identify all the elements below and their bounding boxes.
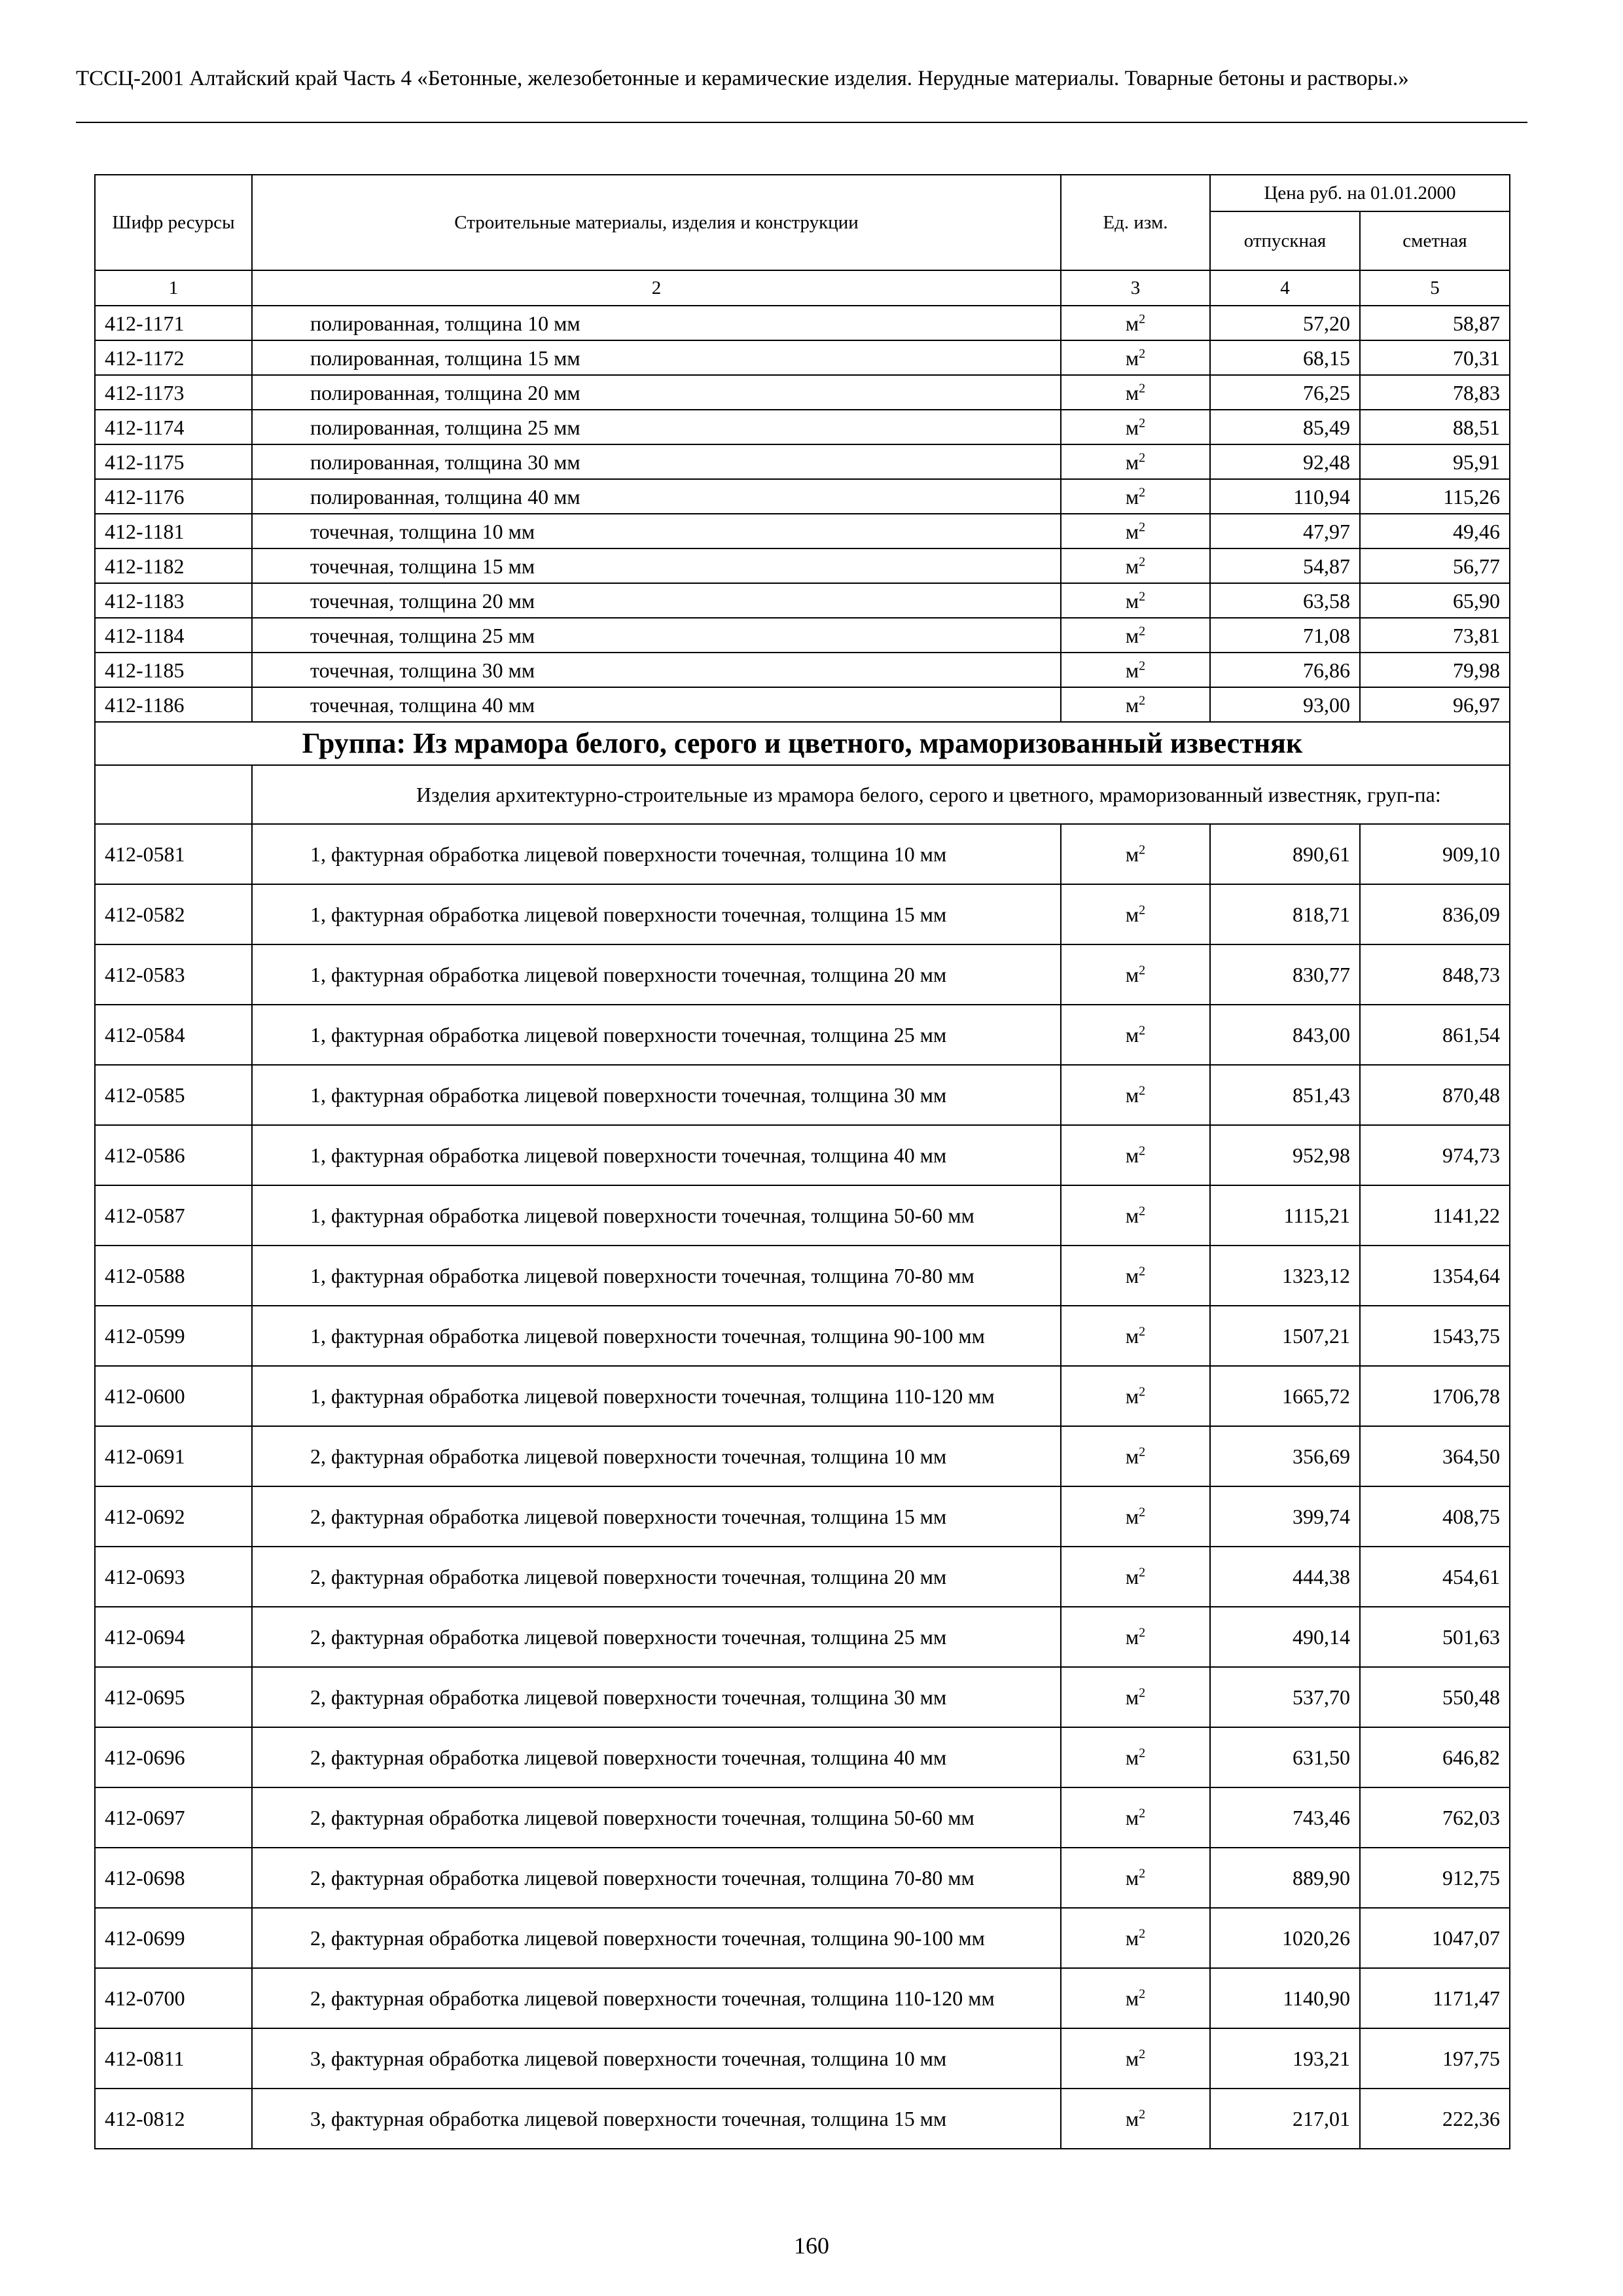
estimate-price: 912,75 [1360, 1848, 1510, 1908]
unit-cell [1061, 1547, 1210, 1607]
estimate-price: 836,09 [1360, 884, 1510, 944]
table-row [95, 2089, 1510, 2149]
table-row [95, 410, 1510, 444]
resource-code: 412-0693 [95, 1547, 252, 1607]
estimate-price: 65,90 [1360, 583, 1510, 618]
resource-code: 412-0692 [95, 1486, 252, 1547]
table-row [95, 444, 1510, 479]
material-name: 3, фактурная обработка лицевой поверхности точечная, толщина 15 мм [252, 2089, 1061, 2149]
estimate-price: 762,03 [1360, 1787, 1510, 1848]
unit-text: м [1125, 554, 1139, 578]
table-row [95, 548, 1510, 583]
table-row [95, 1968, 1510, 2028]
table-row [95, 1426, 1510, 1486]
unit-superscript: 2 [1139, 311, 1146, 326]
wholesale-price: 1507,21 [1210, 1306, 1360, 1366]
wholesale-price: 85,49 [1210, 410, 1360, 444]
wholesale-price: 490,14 [1210, 1607, 1360, 1667]
material-name: полированная, толщина 25 мм [252, 410, 1061, 444]
material-name: полированная, толщина 15 мм [252, 340, 1061, 375]
unit-text: м [1125, 842, 1139, 866]
group-intro-text: Изделия архитектурно-строительные из мрамора белого, серого и цветного, мраморизованный известняк, груп-па: [252, 765, 1510, 824]
wholesale-price: 356,69 [1210, 1426, 1360, 1486]
unit-text: м [1125, 484, 1139, 509]
unit-superscript: 2 [1139, 623, 1146, 638]
unit-cell [1061, 1125, 1210, 1185]
unit-cell [1061, 1908, 1210, 1968]
unit-text: м [1125, 1625, 1139, 1649]
resource-code: 412-1186 [95, 687, 252, 722]
resource-code: 412-0599 [95, 1306, 252, 1366]
table-row [95, 1366, 1510, 1426]
unit-cell [1061, 2028, 1210, 2089]
material-name: 2, фактурная обработка лицевой поверхности точечная, толщина 70-80 мм [252, 1848, 1061, 1908]
resource-code: 412-1183 [95, 583, 252, 618]
unit-text: м [1125, 1505, 1139, 1528]
table-row [95, 1848, 1510, 1908]
unit-cell [1061, 1306, 1210, 1366]
table-row [95, 1306, 1510, 1366]
header-unit: Ед. изм. [1061, 175, 1210, 270]
unit-superscript: 2 [1139, 1986, 1146, 2001]
material-name: полированная, толщина 30 мм [252, 444, 1061, 479]
unit-cell [1061, 884, 1210, 944]
resource-code: 412-0582 [95, 884, 252, 944]
material-name: точечная, толщина 20 мм [252, 583, 1061, 618]
unit-cell [1061, 618, 1210, 653]
unit-text: м [1125, 1384, 1139, 1408]
header-price: Цена руб. на 01.01.2000 [1210, 175, 1510, 211]
unit-text: м [1125, 1204, 1139, 1227]
header-divider [76, 122, 1527, 123]
material-name: 2, фактурная обработка лицевой поверхности точечная, толщина 25 мм [252, 1607, 1061, 1667]
unit-text: м [1125, 1986, 1139, 2010]
wholesale-price: 71,08 [1210, 618, 1360, 653]
wholesale-price: 830,77 [1210, 944, 1360, 1005]
estimate-price: 1171,47 [1360, 1968, 1510, 2028]
resource-code: 412-1174 [95, 410, 252, 444]
material-name: полированная, толщина 20 мм [252, 375, 1061, 410]
unit-cell [1061, 653, 1210, 687]
page-number: 160 [794, 2233, 829, 2259]
header-name: Строительные материалы, изделия и конструкции [252, 175, 1061, 270]
estimate-price: 95,91 [1360, 444, 1510, 479]
material-name: 1, фактурная обработка лицевой поверхности точечная, толщина 15 мм [252, 884, 1061, 944]
header-estimate-price: сметная [1360, 211, 1510, 270]
table-row [95, 479, 1510, 514]
unit-superscript: 2 [1139, 519, 1146, 534]
unit-text: м [1125, 2047, 1139, 2070]
unit-superscript: 2 [1139, 1264, 1146, 1279]
unit-cell [1061, 1065, 1210, 1125]
estimate-price: 88,51 [1360, 410, 1510, 444]
unit-cell [1061, 548, 1210, 583]
resource-code: 412-0812 [95, 2089, 252, 2149]
wholesale-price: 537,70 [1210, 1667, 1360, 1727]
wholesale-price: 76,86 [1210, 653, 1360, 687]
wholesale-price: 399,74 [1210, 1486, 1360, 1547]
resource-code: 412-0697 [95, 1787, 252, 1848]
unit-text: м [1125, 1806, 1139, 1829]
resource-code: 412-0811 [95, 2028, 252, 2089]
unit-superscript: 2 [1139, 2047, 1146, 2062]
wholesale-price: 1020,26 [1210, 1908, 1360, 1968]
resource-code: 412-1182 [95, 548, 252, 583]
material-name: 2, фактурная обработка лицевой поверхности точечная, толщина 90-100 мм [252, 1908, 1061, 1968]
material-name: 2, фактурная обработка лицевой поверхности точечная, толщина 110-120 мм [252, 1968, 1061, 2028]
unit-cell [1061, 944, 1210, 1005]
material-name: 1, фактурная обработка лицевой поверхности точечная, толщина 90-100 мм [252, 1306, 1061, 1366]
unit-cell [1061, 1185, 1210, 1246]
wholesale-price: 93,00 [1210, 687, 1360, 722]
unit-text: м [1125, 311, 1139, 335]
resource-code: 412-0583 [95, 944, 252, 1005]
estimate-price: 909,10 [1360, 824, 1510, 884]
wholesale-price: 76,25 [1210, 375, 1360, 410]
resource-code: 412-0581 [95, 824, 252, 884]
unit-cell [1061, 1005, 1210, 1065]
unit-text: м [1125, 1444, 1139, 1468]
resource-code: 412-0691 [95, 1426, 252, 1486]
resource-code: 412-0695 [95, 1667, 252, 1727]
wholesale-price: 110,94 [1210, 479, 1360, 514]
wholesale-price: 444,38 [1210, 1547, 1360, 1607]
unit-superscript: 2 [1139, 658, 1146, 673]
table-row [95, 1727, 1510, 1787]
estimate-price: 49,46 [1360, 514, 1510, 548]
estimate-price: 1354,64 [1360, 1246, 1510, 1306]
table-row [95, 1787, 1510, 1848]
unit-cell [1061, 583, 1210, 618]
estimate-price: 222,36 [1360, 2089, 1510, 2149]
material-name: 1, фактурная обработка лицевой поверхности точечная, толщина 50-60 мм [252, 1185, 1061, 1246]
resource-code: 412-1173 [95, 375, 252, 410]
unit-cell [1061, 1486, 1210, 1547]
table-row [95, 824, 1510, 884]
estimate-price: 56,77 [1360, 548, 1510, 583]
table-row [95, 1667, 1510, 1727]
unit-text: м [1125, 380, 1139, 404]
unit-text: м [1125, 1926, 1139, 1950]
unit-superscript: 2 [1139, 554, 1146, 569]
wholesale-price: 193,21 [1210, 2028, 1360, 2089]
unit-superscript: 2 [1139, 1685, 1146, 1700]
table-row [95, 2028, 1510, 2089]
unit-text: м [1125, 963, 1139, 986]
resource-code: 412-0584 [95, 1005, 252, 1065]
material-name: 2, фактурная обработка лицевой поверхности точечная, толщина 10 мм [252, 1426, 1061, 1486]
table-row [95, 618, 1510, 653]
estimate-price: 1141,22 [1360, 1185, 1510, 1246]
material-name: 1, фактурная обработка лицевой поверхности точечная, толщина 110-120 мм [252, 1366, 1061, 1426]
unit-superscript: 2 [1139, 1746, 1146, 1761]
unit-superscript: 2 [1139, 903, 1146, 918]
resource-code: 412-0586 [95, 1125, 252, 1185]
resource-code: 412-0585 [95, 1065, 252, 1125]
column-number: 1 [95, 270, 252, 306]
material-name: полированная, толщина 40 мм [252, 479, 1061, 514]
material-name: точечная, толщина 10 мм [252, 514, 1061, 548]
header-code: Шифр ресурсы [95, 175, 252, 270]
table-row [95, 687, 1510, 722]
wholesale-price: 952,98 [1210, 1125, 1360, 1185]
unit-superscript: 2 [1139, 1204, 1146, 1219]
unit-text: м [1125, 519, 1139, 543]
unit-cell [1061, 1727, 1210, 1787]
material-name: 2, фактурная обработка лицевой поверхности точечная, толщина 15 мм [252, 1486, 1061, 1547]
table-row [95, 1185, 1510, 1246]
table-row [95, 1607, 1510, 1667]
header-wholesale-price: отпускная [1210, 211, 1360, 270]
unit-superscript: 2 [1139, 1384, 1146, 1399]
unit-text: м [1125, 1264, 1139, 1287]
column-number: 5 [1360, 270, 1510, 306]
group-row [95, 722, 1510, 765]
table-row [95, 653, 1510, 687]
estimate-price: 115,26 [1360, 479, 1510, 514]
resource-code: 412-1185 [95, 653, 252, 687]
material-name: точечная, толщина 30 мм [252, 653, 1061, 687]
unit-cell [1061, 340, 1210, 375]
group-title: Группа: Из мрамора белого, серого и цветного, мраморизованный известняк [95, 722, 1510, 765]
table-row [95, 1246, 1510, 1306]
unit-text: м [1125, 1083, 1139, 1107]
wholesale-price: 1115,21 [1210, 1185, 1360, 1246]
unit-cell [1061, 1968, 1210, 2028]
table-row [95, 583, 1510, 618]
unit-superscript: 2 [1139, 588, 1146, 603]
unit-superscript: 2 [1139, 415, 1146, 430]
table-row [95, 1547, 1510, 1607]
unit-text: м [1125, 903, 1139, 926]
unit-text: м [1125, 1324, 1139, 1348]
unit-cell [1061, 410, 1210, 444]
wholesale-price: 68,15 [1210, 340, 1360, 375]
table-row [95, 1908, 1510, 1968]
estimate-price: 197,75 [1360, 2028, 1510, 2089]
unit-superscript: 2 [1139, 1866, 1146, 1881]
estimate-price: 550,48 [1360, 1667, 1510, 1727]
material-name: 2, фактурная обработка лицевой поверхности точечная, толщина 20 мм [252, 1547, 1061, 1607]
table-row [95, 944, 1510, 1005]
resource-code: 412-1171 [95, 306, 252, 340]
resource-code: 412-1175 [95, 444, 252, 479]
estimate-price: 58,87 [1360, 306, 1510, 340]
wholesale-price: 1665,72 [1210, 1366, 1360, 1426]
unit-superscript: 2 [1139, 1444, 1146, 1460]
unit-superscript: 2 [1139, 1565, 1146, 1580]
material-name: 1, фактурная обработка лицевой поверхности точечная, толщина 30 мм [252, 1065, 1061, 1125]
unit-cell [1061, 1426, 1210, 1486]
unit-text: м [1125, 658, 1139, 682]
table-row [95, 1125, 1510, 1185]
unit-superscript: 2 [1139, 484, 1146, 499]
unit-cell [1061, 1667, 1210, 1727]
wholesale-price: 890,61 [1210, 824, 1360, 884]
group-intro-row [95, 765, 1510, 824]
unit-cell [1061, 1246, 1210, 1306]
unit-superscript: 2 [1139, 1324, 1146, 1339]
wholesale-price: 631,50 [1210, 1727, 1360, 1787]
table-row [95, 514, 1510, 548]
unit-superscript: 2 [1139, 1083, 1146, 1098]
estimate-price: 501,63 [1360, 1607, 1510, 1667]
unit-superscript: 2 [1139, 1806, 1146, 1821]
unit-superscript: 2 [1139, 842, 1146, 857]
estimate-price: 861,54 [1360, 1005, 1510, 1065]
table-row [95, 306, 1510, 340]
wholesale-price: 818,71 [1210, 884, 1360, 944]
resource-code: 412-0587 [95, 1185, 252, 1246]
unit-superscript: 2 [1139, 1505, 1146, 1520]
unit-superscript: 2 [1139, 1143, 1146, 1158]
wholesale-price: 743,46 [1210, 1787, 1360, 1848]
material-name: точечная, толщина 25 мм [252, 618, 1061, 653]
estimate-price: 96,97 [1360, 687, 1510, 722]
resource-code: 412-0588 [95, 1246, 252, 1306]
estimate-price: 408,75 [1360, 1486, 1510, 1547]
unit-superscript: 2 [1139, 2107, 1146, 2122]
wholesale-price: 63,58 [1210, 583, 1360, 618]
unit-cell [1061, 1848, 1210, 1908]
unit-cell [1061, 687, 1210, 722]
column-number: 4 [1210, 270, 1360, 306]
unit-cell [1061, 444, 1210, 479]
page-header-title: ТССЦ-2001 Алтайский край Часть 4 «Бетонные, железобетонные и керамические изделия. Нерудные материалы. Товарные бетоны и растворы.» [76, 67, 1409, 90]
material-name: 1, фактурная обработка лицевой поверхности точечная, толщина 10 мм [252, 824, 1061, 884]
resource-code: 412-1184 [95, 618, 252, 653]
resource-code: 412-0600 [95, 1366, 252, 1426]
unit-text: м [1125, 1143, 1139, 1167]
estimate-price: 848,73 [1360, 944, 1510, 1005]
estimate-price: 70,31 [1360, 340, 1510, 375]
wholesale-price: 57,20 [1210, 306, 1360, 340]
estimate-price: 1543,75 [1360, 1306, 1510, 1366]
estimate-price: 454,61 [1360, 1547, 1510, 1607]
wholesale-price: 54,87 [1210, 548, 1360, 583]
group-intro-spacer [95, 765, 252, 824]
resource-code: 412-0694 [95, 1607, 252, 1667]
unit-text: м [1125, 1685, 1139, 1709]
unit-text: м [1125, 2107, 1139, 2130]
unit-text: м [1125, 1746, 1139, 1769]
table-row [95, 1486, 1510, 1547]
estimate-price: 1047,07 [1360, 1908, 1510, 1968]
wholesale-price: 1323,12 [1210, 1246, 1360, 1306]
wholesale-price: 217,01 [1210, 2089, 1360, 2149]
material-name: точечная, толщина 15 мм [252, 548, 1061, 583]
unit-cell [1061, 824, 1210, 884]
material-name: 1, фактурная обработка лицевой поверхности точечная, толщина 40 мм [252, 1125, 1061, 1185]
estimate-price: 646,82 [1360, 1727, 1510, 1787]
unit-cell [1061, 514, 1210, 548]
unit-cell [1061, 479, 1210, 514]
wholesale-price: 1140,90 [1210, 1968, 1360, 2028]
unit-cell [1061, 375, 1210, 410]
resource-code: 412-1172 [95, 340, 252, 375]
estimate-price: 870,48 [1360, 1065, 1510, 1125]
estimate-price: 79,98 [1360, 653, 1510, 687]
unit-text: м [1125, 588, 1139, 613]
resource-code: 412-0696 [95, 1727, 252, 1787]
unit-cell [1061, 2089, 1210, 2149]
resource-code: 412-0700 [95, 1968, 252, 2028]
unit-text: м [1125, 623, 1139, 647]
unit-text: м [1125, 1866, 1139, 1890]
wholesale-price: 47,97 [1210, 514, 1360, 548]
resource-code: 412-1176 [95, 479, 252, 514]
unit-cell [1061, 306, 1210, 340]
unit-superscript: 2 [1139, 1625, 1146, 1640]
table-row [95, 375, 1510, 410]
table-row [95, 1005, 1510, 1065]
unit-cell [1061, 1787, 1210, 1848]
unit-text: м [1125, 692, 1139, 717]
unit-superscript: 2 [1139, 963, 1146, 978]
unit-superscript: 2 [1139, 1926, 1146, 1941]
unit-superscript: 2 [1139, 380, 1146, 395]
resource-code: 412-0699 [95, 1908, 252, 1968]
material-name: 1, фактурная обработка лицевой поверхности точечная, толщина 20 мм [252, 944, 1061, 1005]
estimate-price: 78,83 [1360, 375, 1510, 410]
wholesale-price: 843,00 [1210, 1005, 1360, 1065]
material-name: 2, фактурная обработка лицевой поверхности точечная, толщина 30 мм [252, 1667, 1061, 1727]
material-name: 2, фактурная обработка лицевой поверхности точечная, толщина 40 мм [252, 1727, 1061, 1787]
unit-superscript: 2 [1139, 346, 1146, 361]
unit-cell [1061, 1366, 1210, 1426]
material-name: точечная, толщина 40 мм [252, 687, 1061, 722]
material-name: полированная, толщина 10 мм [252, 306, 1061, 340]
material-name: 1, фактурная обработка лицевой поверхности точечная, толщина 70-80 мм [252, 1246, 1061, 1306]
price-table [94, 174, 1510, 2149]
unit-text: м [1125, 450, 1139, 474]
material-name: 3, фактурная обработка лицевой поверхности точечная, толщина 10 мм [252, 2028, 1061, 2089]
unit-text: м [1125, 346, 1139, 370]
unit-superscript: 2 [1139, 692, 1146, 708]
resource-code: 412-1181 [95, 514, 252, 548]
unit-text: м [1125, 415, 1139, 439]
unit-text: м [1125, 1565, 1139, 1588]
estimate-price: 364,50 [1360, 1426, 1510, 1486]
unit-text: м [1125, 1023, 1139, 1047]
estimate-price: 974,73 [1360, 1125, 1510, 1185]
table-row [95, 1065, 1510, 1125]
material-name: 2, фактурная обработка лицевой поверхности точечная, толщина 50-60 мм [252, 1787, 1061, 1848]
unit-cell [1061, 1607, 1210, 1667]
wholesale-price: 851,43 [1210, 1065, 1360, 1125]
column-number: 3 [1061, 270, 1210, 306]
table-row [95, 884, 1510, 944]
wholesale-price: 889,90 [1210, 1848, 1360, 1908]
estimate-price: 1706,78 [1360, 1366, 1510, 1426]
unit-superscript: 2 [1139, 1023, 1146, 1038]
column-number: 2 [252, 270, 1061, 306]
estimate-price: 73,81 [1360, 618, 1510, 653]
resource-code: 412-0698 [95, 1848, 252, 1908]
table-row [95, 340, 1510, 375]
material-name: 1, фактурная обработка лицевой поверхности точечная, толщина 25 мм [252, 1005, 1061, 1065]
unit-superscript: 2 [1139, 450, 1146, 465]
wholesale-price: 92,48 [1210, 444, 1360, 479]
column-number-row [95, 270, 1510, 306]
